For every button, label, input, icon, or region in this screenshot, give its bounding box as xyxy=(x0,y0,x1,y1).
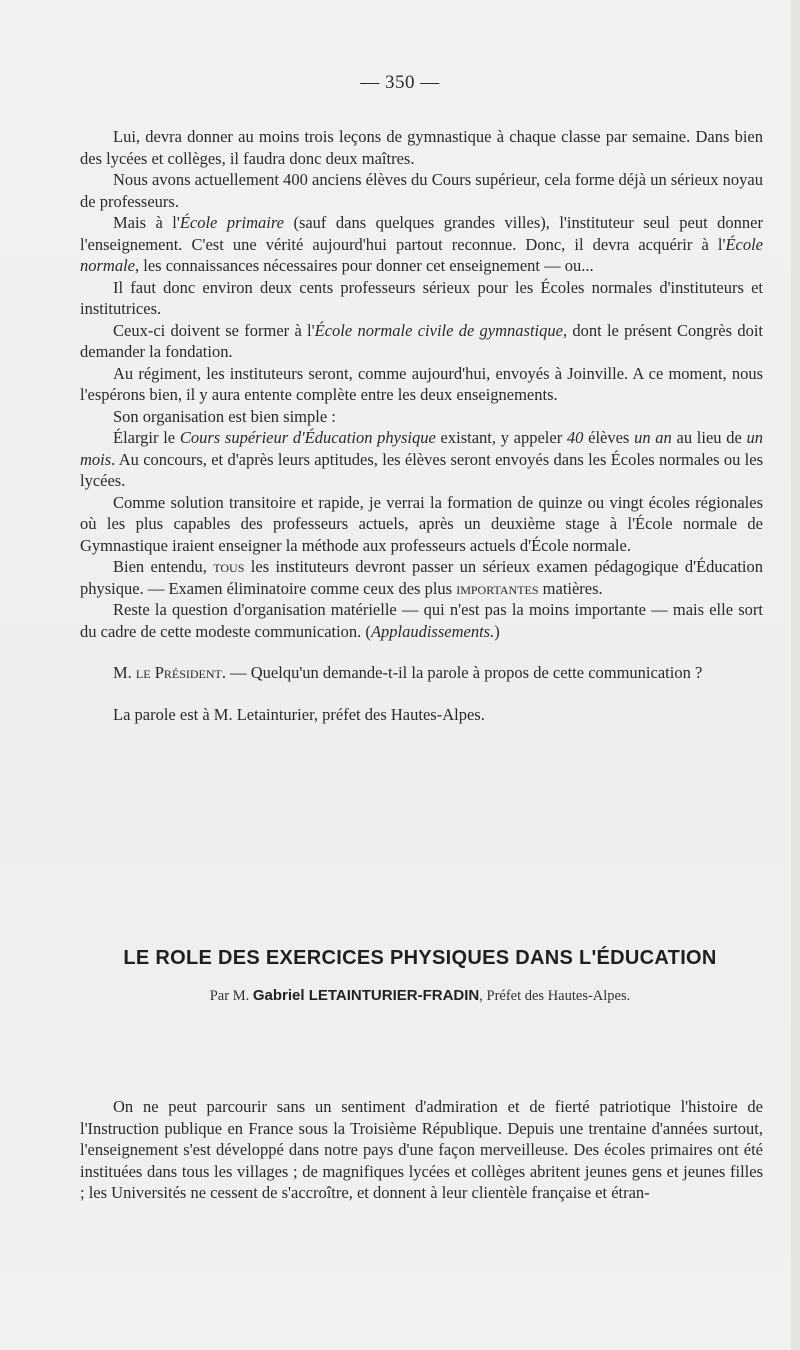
text-run: La parole est à M. Letainturier, préfet des Hautes-Alpes. xyxy=(113,704,485,724)
text-run: les instituteurs devront passer un sérieux examen pédagogique d'Éducation physique. — Examen éliminatoire comme ceux des plus xyxy=(80,557,763,598)
paragraph xyxy=(80,556,763,599)
text-run: importantes xyxy=(456,578,539,598)
text-run: — Quelqu'un demande-t-il la parole à propos de cette communication ? xyxy=(226,663,703,682)
body-text-top xyxy=(80,126,763,725)
text-run: Il faut donc environ deux cents professeurs sérieux pour les Écoles normales d'instituteurs et institutrices. xyxy=(80,277,763,318)
text-run: au lieu de xyxy=(671,428,747,447)
paragraph xyxy=(80,320,763,363)
text-run: Lui, devra donner au moins trois leçons de gymnastique à chaque classe par semaine. Dans bien des lycées et collèges, il faudra donc deux maîtres. xyxy=(80,127,763,168)
text-run: , les connaissances nécessaires pour donner cet enseignement — ou... xyxy=(135,256,594,275)
text-run: un an xyxy=(634,428,672,447)
paragraph xyxy=(80,704,763,726)
text-run: , dont le présent Congrès doit demander la fondation. xyxy=(80,320,763,361)
text-run: École primaire xyxy=(179,213,284,232)
text-run: Son organisation est bien simple : xyxy=(113,406,336,426)
byline-author: Gabriel LETAINTURIER-FRADIN xyxy=(252,987,480,1004)
paragraph xyxy=(80,1096,763,1204)
text-run: un mois xyxy=(80,428,764,469)
text-run: Mais à l' xyxy=(113,213,180,232)
paragraph xyxy=(80,492,763,557)
text-run: existant, y appeler xyxy=(435,428,567,447)
paragraph xyxy=(80,212,763,277)
text-run: élèves xyxy=(583,428,635,447)
text-run: Nous avons actuellement 400 anciens élèves du Cours supérieur, cela forme déjà un sérieux noyau de professeurs. xyxy=(80,170,763,211)
paragraph xyxy=(80,169,763,212)
page-number: — 350 — xyxy=(360,72,440,93)
text-run: matières. xyxy=(538,578,603,598)
text-run: Comme solution transitoire et rapide, je verrai la formation de quinze ou vingt écoles régionales où les plus capables des professeurs actuels, après un deuxième stage à l'École normale de Gymnastique iraient enseigner la méthode aux professeurs actuels d'École normale. xyxy=(80,492,763,555)
text-run: ) xyxy=(494,621,500,641)
paragraph xyxy=(80,406,763,428)
text-run: M. le Président. xyxy=(113,663,227,682)
text-run: . Au concours, et d'après leurs aptitudes, les élèves seront envoyés dans les Écoles normales ou les lycées. xyxy=(80,449,763,490)
text-run: École normale xyxy=(80,234,763,275)
paragraph xyxy=(80,363,763,406)
byline-suffix: , Préfet des Hautes-Alpes. xyxy=(479,988,631,1004)
text-run: Bien entendu, xyxy=(113,557,214,576)
text-run: tous xyxy=(213,557,245,576)
page-edge xyxy=(791,0,800,1350)
text-run: Reste la question d'organisation matérielle — qui n'est pas la moins importante — mais elle sort du cadre de cette modeste communication. ( xyxy=(80,600,763,641)
body-text-bottom xyxy=(80,1096,763,1204)
paragraph xyxy=(80,126,763,169)
text-run: On ne peut parcourir sans un sentiment d'admiration et de fierté patriotique l'histoire de l'Instruction publique en France sous la Troisième République. Depuis une trentaine d'années surtout, l'enseignement s'est développé dans notre pays d'une façon merveilleuse. Des écoles primaires ont été instituées dans tous les villages ; de magnifiques lycées et collèges abritent jeunes gens et jeunes filles ; les Universités ne cessent de s'accroître, et donnent à leur clientèle française et étran- xyxy=(80,1097,763,1202)
paragraph xyxy=(80,277,763,320)
paragraph xyxy=(80,662,763,684)
text-run: 40 xyxy=(566,428,584,447)
paragraph xyxy=(80,427,763,492)
article-byline xyxy=(60,987,780,1005)
text-run: Au régiment, les instituteurs seront, comme aujourd'hui, envoyés à Joinville. A ce moment, nous l'espérons bien, il y aura entente complète entre les deux enseignements. xyxy=(80,363,763,404)
byline-prefix: Par M. xyxy=(209,988,253,1004)
text-run: Applaudissements. xyxy=(370,621,495,641)
article-title: LE ROLE DES EXERCICES PHYSIQUES DANS L'ÉDUCATION xyxy=(123,947,717,969)
text-run: Ceux-ci doivent se former à l' xyxy=(113,320,315,340)
text-run: École normale civile de gymnastique xyxy=(314,320,563,340)
paragraph xyxy=(80,599,763,642)
text-run: Cours supérieur d'Éducation physique xyxy=(179,428,436,447)
text-run: Élargir le xyxy=(113,428,180,447)
text-run: (sauf dans quelques grandes villes), l'instituteur seul peut donner l'enseignement. C'est une vérité aujourd'hui partout reconnue. Donc, il devra acquérir à l' xyxy=(80,213,763,254)
